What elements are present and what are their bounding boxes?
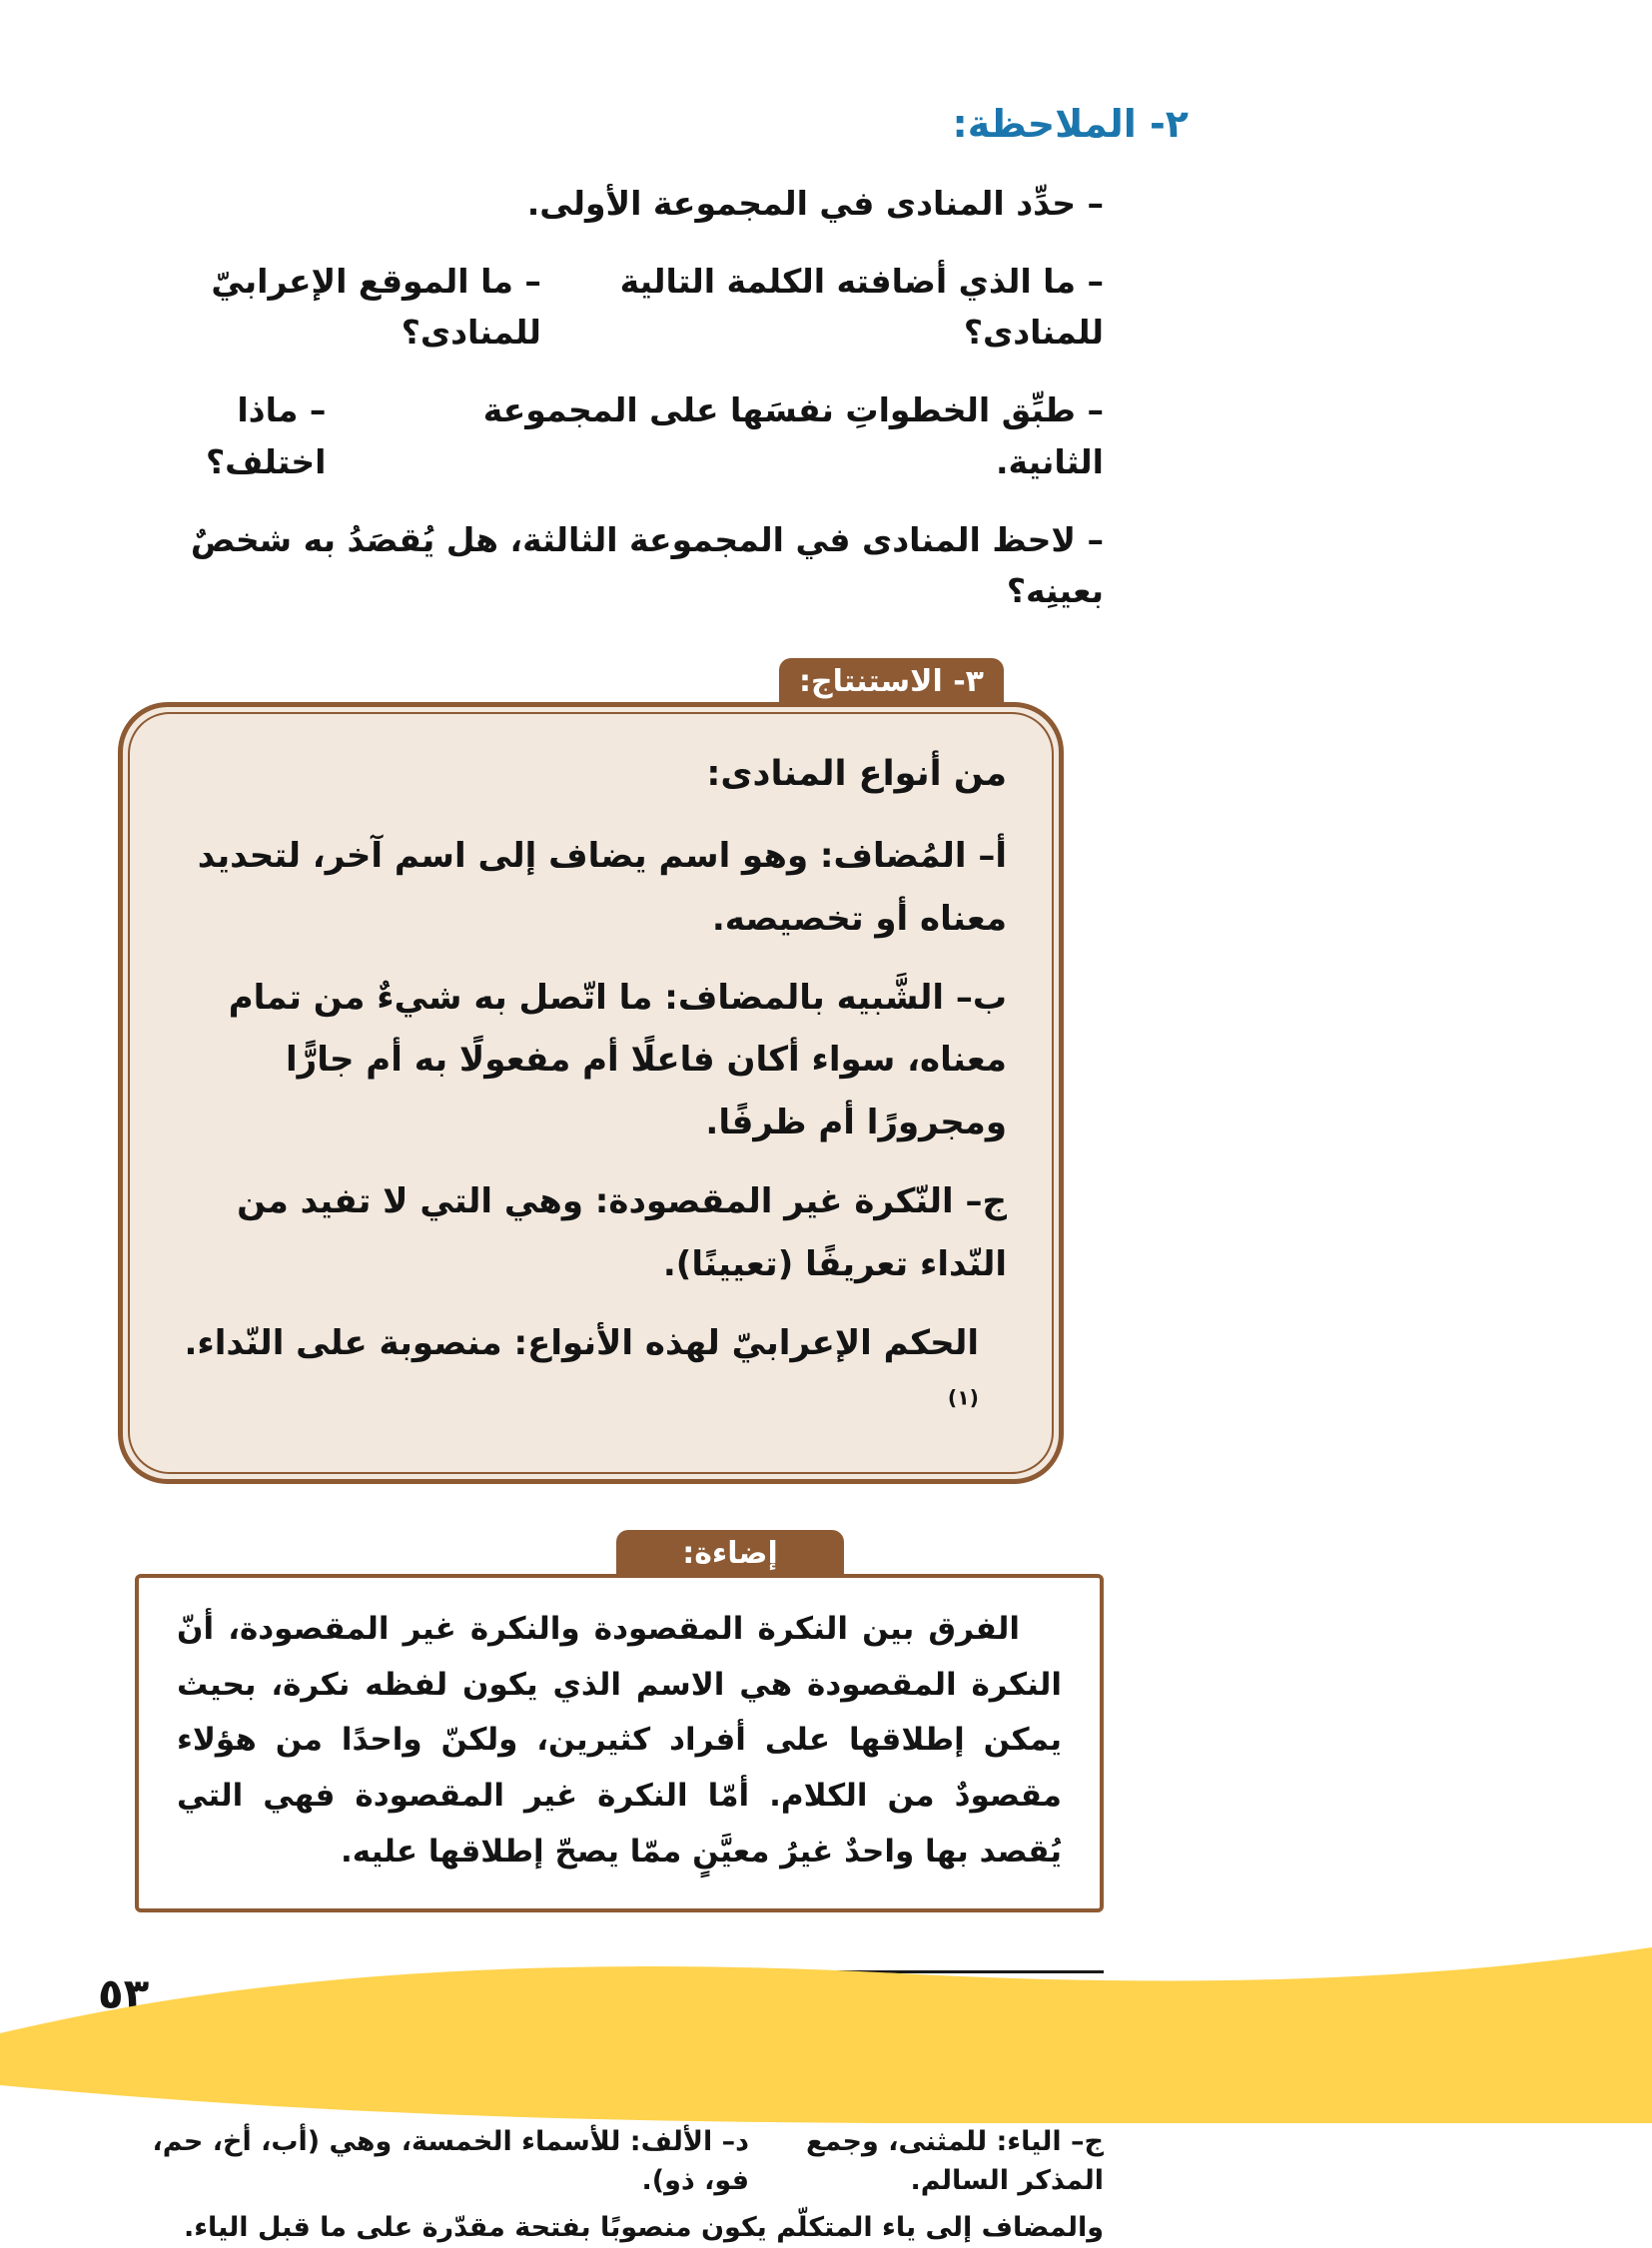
bottom-wave-decoration <box>0 1933 1652 2123</box>
bullet-row <box>115 514 1104 616</box>
bullet-text: – ما الموقع الإعرابيّ للمنادى؟ <box>211 262 541 353</box>
conclusion-item: ب– الشَّبيه بالمضاف: ما اتّصل به شيءٌ من تمام معناه، سواء أكان فاعلًا أم مفعولًا به أم جارًّا ومجرورًا أم ظرفًا. <box>228 977 1007 1143</box>
footnote-item: د– الألف: للأسماء الخمسة، وهي (أب، أخ، حم، فو، ذو). <box>152 2126 749 2197</box>
bullet-text: – حدِّد المنادى في المجموعة الأولى. <box>526 184 1104 223</box>
conclusion-rule-label: الحكم الإعرابيّ لهذه الأنواع: <box>513 1322 979 1363</box>
footnote-item: ج– الياء: للمثنى، وجمع المذكر السالم. <box>806 2126 1104 2197</box>
conclusion-tab: ٣- الاستنتاج: <box>779 658 1004 706</box>
highlight-text: الفرق بين النكرة المقصودة والنكرة غير المقصودة، أنّ النكرة المقصودة هي الاسم الذي يكون لفظه نكرة، بحيث يمكن إطلاقها على أفراد كثيرين، ولكنّ واحدًا من هؤلاء مقصودٌ من الكلام. أمّا النكرة غير المقصودة فهي التي يُقصد بها واحدٌ غيرُ معيَّنٍ ممّا يصحّ إطلاقها عليه. <box>177 1610 1062 1870</box>
conclusion-item: ج– النّكرة غير المقصودة: وهي التي لا تفيد من النّداء تعريفًا (تعيينًا). <box>237 1181 1007 1285</box>
yellow-wave-graphic <box>0 1933 1652 2123</box>
bullet-row <box>115 256 1104 358</box>
page-content <box>115 0 1189 2248</box>
bullet-row <box>115 384 1104 486</box>
conclusion-title: من أنواع المنادى: <box>706 753 1007 794</box>
bullet-row <box>115 178 1104 229</box>
bullet-text: – ما الذي أضافته الكلمة التالية للمنادى؟ <box>619 262 1104 353</box>
bullet-text: – لاحظ المنادى في المجموعة الثالثة، هل يُقصَدُ به شخصٌ بعينِه؟ <box>190 519 1104 610</box>
observation-bullets <box>115 178 1104 616</box>
bullet-text: – طبِّق الخطواتِ نفسَها على المجموعة الثانية. <box>482 390 1104 481</box>
footnote-row <box>115 2122 1104 2200</box>
conclusion-item: أ– المُضاف: وهو اسم يضاف إلى اسم آخر، لتحديد معناه أو تخصيصه. <box>197 835 1007 939</box>
highlight-box <box>135 1574 1104 1912</box>
footnote-reference: (١) <box>947 1385 979 1410</box>
bullet-text: – ماذا اختلف؟ <box>205 390 327 481</box>
highlight-tab: إضاءة: <box>616 1530 844 1578</box>
footnote-note: والمضاف إلى ياء المتكلّم يكون منصوبًا بفتحة مقدّرة على ما قبل الياء. <box>183 2212 1104 2244</box>
conclusion-box-content <box>128 712 1054 1474</box>
observation-heading: ٢- الملاحظة: <box>952 102 1189 146</box>
conclusion-rule-text: منصوبة على النّداء. <box>184 1322 514 1363</box>
conclusion-rule <box>175 1312 979 1438</box>
page-number: ٥٣ <box>98 1969 150 2018</box>
conclusion-box <box>118 702 1064 1484</box>
